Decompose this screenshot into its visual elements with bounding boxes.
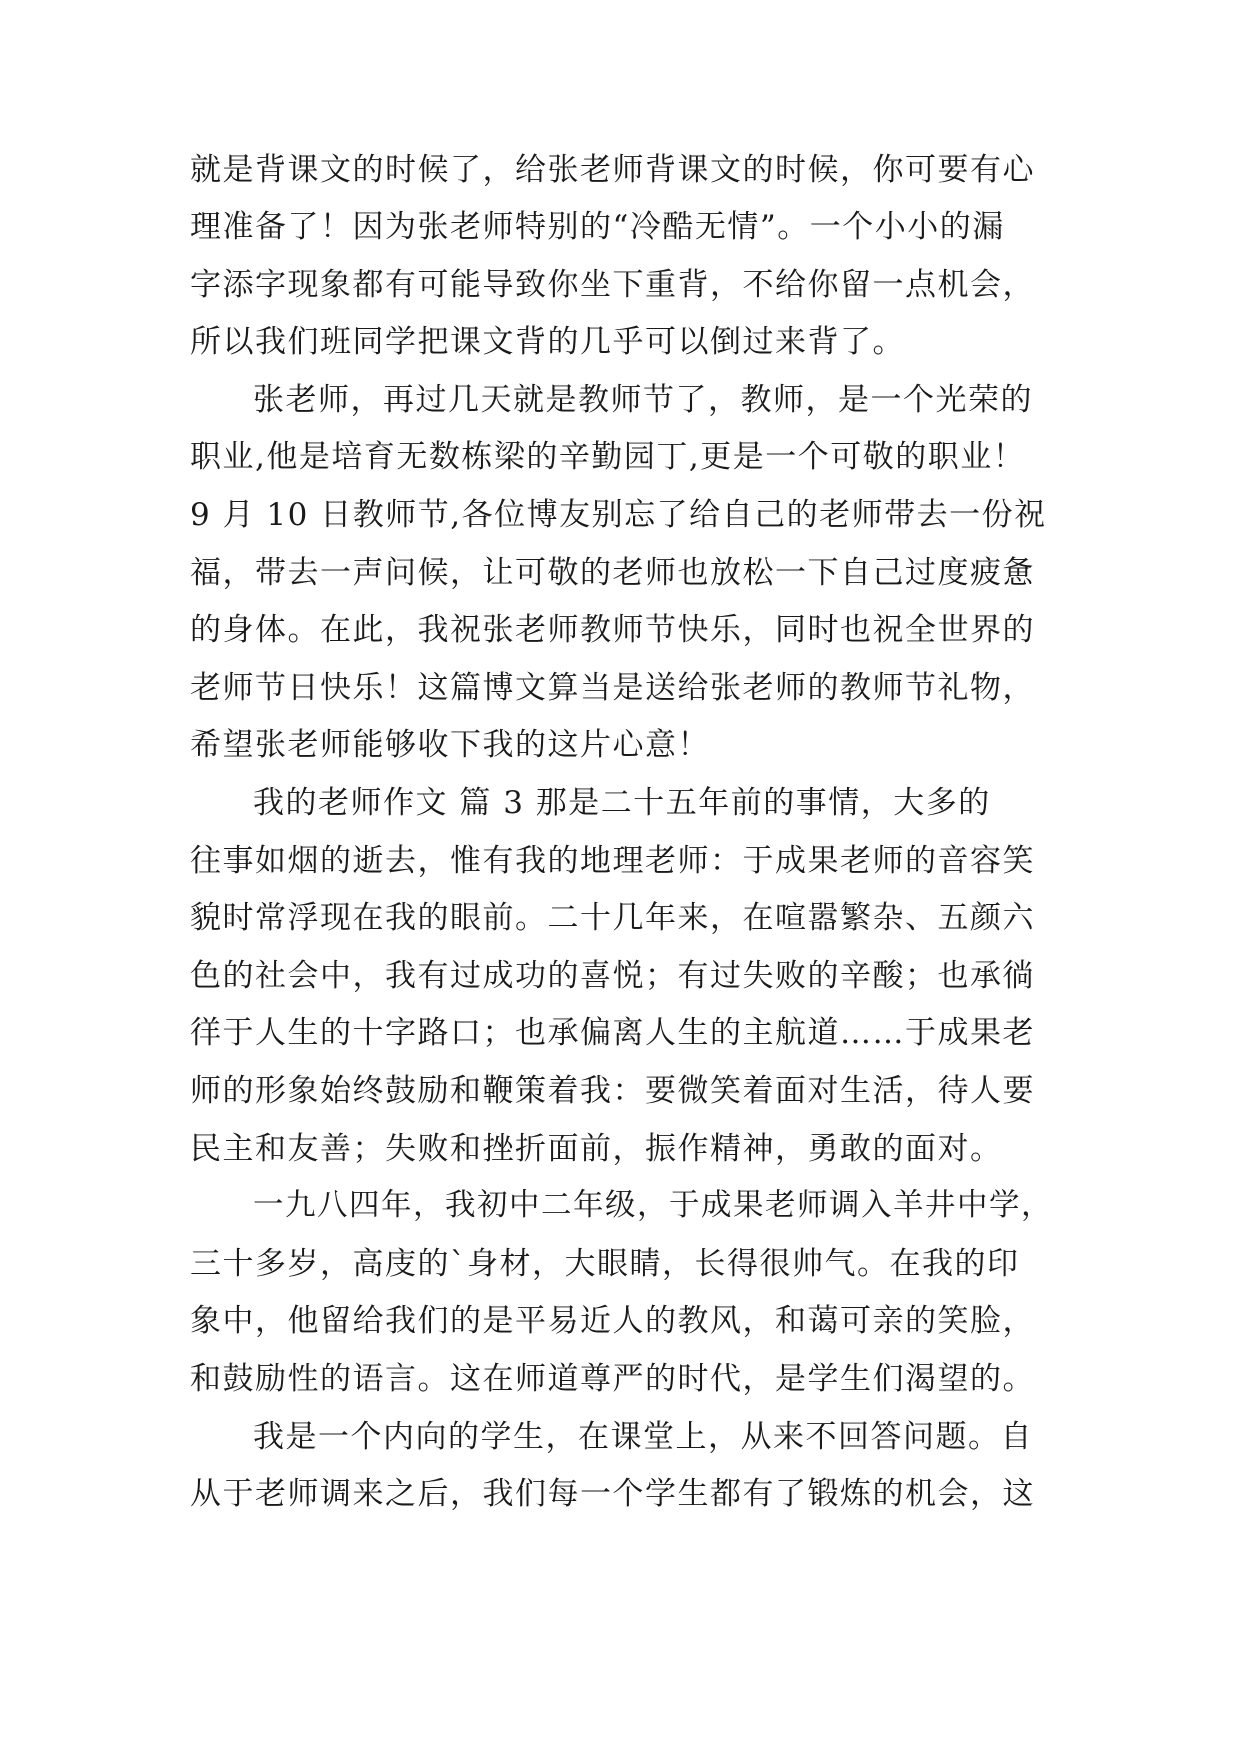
text-line: 字添字现象都有可能导致你坐下重背，不给你留一点机会， xyxy=(190,267,1035,303)
paragraph-first-line: 张老师，再过几天就是教师节了，教师，是一个光荣的 xyxy=(253,382,1033,418)
text-line: 民主和友善；失败和挫折面前，振作精神，勇敢的面对。 xyxy=(190,1131,1003,1167)
section-heading-line: 我的老师作文 篇 3 那是二十五年前的事情，大多的 xyxy=(253,785,991,821)
text-line: 徉于人生的十字路口；也承偏离人生的主航道……于成果老 xyxy=(190,1015,1035,1051)
text-line: 色的社会中，我有过成功的喜悦；有过失败的辛酸；也承徜 xyxy=(190,958,1035,994)
text-line: 和鼓励性的语言。这在师道尊严的时代，是学生们渴望的。 xyxy=(190,1361,1035,1397)
text-line: 老师节日快乐！这篇博文算当是送给张老师的教师节礼物， xyxy=(190,670,1035,706)
text-line: 就是背课文的时候了，给张老师背课文的时候，你可要有心 xyxy=(190,152,1035,188)
text-line: 职业,他是培育无数栋梁的辛勤园丁,更是一个可敬的职业！ xyxy=(190,439,1026,475)
document-page xyxy=(190,0,1060,1754)
text-line: 从于老师调来之后，我们每一个学生都有了锻炼的机会，这 xyxy=(190,1476,1035,1512)
paragraph-first-line: 我是一个内向的学生，在课堂上，从来不回答问题。自 xyxy=(253,1419,1033,1455)
text-line: 希望张老师能够收下我的这片心意！ xyxy=(190,727,710,763)
text-line: 象中，他留给我们的是平易近人的教风，和蔼可亲的笑脸， xyxy=(190,1303,1035,1339)
text-line: 理准备了！因为张老师特别的“冷酷无情”。一个小小的漏 xyxy=(190,209,1005,245)
text-line: 三十多岁，高庋的`身材，大眼睛，长得很帅气。在我的印 xyxy=(190,1246,1020,1282)
text-line: 的身体。在此，我祝张老师教师节快乐，同时也祝全世界的 xyxy=(190,612,1035,648)
text-line: 所以我们班同学把课文背的几乎可以倒过来背了。 xyxy=(190,324,905,360)
text-line: 福，带去一声问候，让可敬的老师也放松一下自己过度疲惫 xyxy=(190,555,1035,591)
text-line: 貌时常浮现在我的眼前。二十几年来，在喧嚣繁杂、五颜六 xyxy=(190,900,1035,936)
text-line: 9 月 10 日教师节,各位博友别忘了给自己的老师带去一份祝 xyxy=(190,497,1047,533)
text-line: 师的形象始终鼓励和鞭策着我：要微笑着面对生活，待人要 xyxy=(190,1073,1035,1109)
paragraph-first-line: 一九八四年，我初中二年级，于成果老师调入羊井中学， xyxy=(253,1188,1053,1223)
text-line: 往事如烟的逝去，惟有我的地理老师：于成果老师的音容笑 xyxy=(190,843,1035,879)
